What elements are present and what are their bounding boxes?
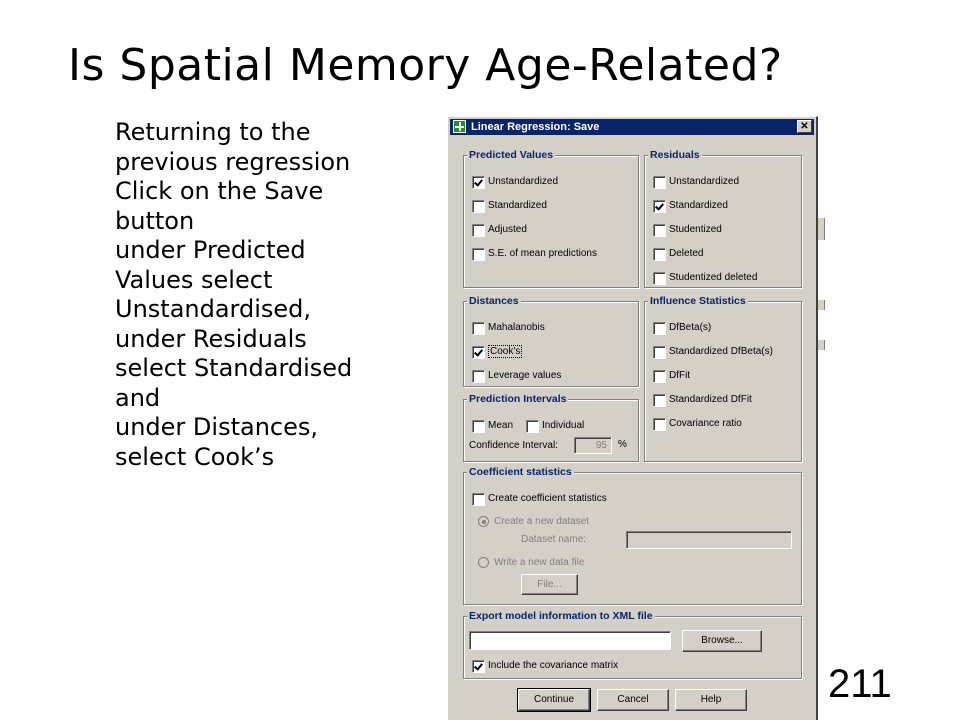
save-dialog: [447, 116, 818, 720]
instruction-line: Values select: [115, 265, 273, 294]
checkbox-label: Adjusted: [488, 224, 527, 235]
checkbox-label: Deleted: [669, 248, 704, 259]
checkbox-box: [472, 346, 485, 359]
checkbox-label: Cook's: [490, 346, 521, 357]
checkbox-box: [653, 224, 666, 237]
dialog-title: Linear Regression: Save: [471, 121, 600, 133]
radio-circle: [478, 516, 489, 527]
group-label: Coefficient statistics: [469, 466, 572, 478]
influence-statistics-group: [644, 295, 802, 462]
checkbox-box: [653, 394, 666, 407]
spss-app-icon: [453, 120, 466, 133]
button-label: File...: [537, 579, 562, 590]
checkbox-label: Unstandardized: [669, 176, 740, 187]
checkbox-box: [653, 370, 666, 383]
dialog-titlebar[interactable]: [450, 119, 814, 135]
checkbox-box: [653, 322, 666, 335]
radio-circle: [478, 557, 489, 568]
confidence-interval-value: 95: [595, 440, 607, 451]
checkbox-box: [472, 493, 485, 506]
slide-title: Is Spatial Memory Age-Related?: [68, 40, 783, 91]
checkbox-box: [472, 248, 485, 261]
checkbox-label: Leverage values: [488, 370, 562, 381]
checkbox-label: Create coefficient statistics: [488, 493, 607, 504]
instruction-line: Returning to the: [115, 118, 311, 146]
checkbox-label: Standardized DfBeta(s): [669, 346, 773, 357]
checkbox-label: DfBeta(s): [669, 322, 712, 333]
instruction-line: Unstandardised,: [115, 295, 312, 323]
confidence-interval-label: Confidence Interval:: [469, 440, 558, 451]
instruction-line: select Cook’s: [115, 442, 275, 471]
instruction-line: under Predicted: [115, 236, 306, 264]
checkbox-label: Studentized: [669, 224, 722, 235]
residuals-group: [644, 149, 802, 288]
file-button[interactable]: [521, 574, 578, 595]
help-button[interactable]: [675, 689, 747, 711]
group-label: Influence Statistics: [650, 295, 746, 307]
button-label: Help: [700, 694, 722, 705]
button-label: Continue: [533, 694, 575, 705]
radio-label: Write a new data file: [494, 557, 585, 568]
group-label: Predicted Values: [469, 149, 554, 161]
checkbox-box: [472, 224, 485, 237]
checkbox-label: Standardized DfFit: [669, 394, 752, 405]
instruction-line: under Distances,: [115, 413, 318, 441]
checkbox-box: [653, 346, 666, 359]
instruction-line: Click on the Save: [115, 177, 324, 205]
checkbox-label: Standardized: [669, 200, 728, 211]
checkbox-box: [653, 248, 666, 261]
group-label: Residuals: [650, 149, 700, 161]
instruction-line: under Residuals: [115, 324, 307, 353]
checkbox-label: S.E. of mean predictions: [488, 248, 597, 259]
checkbox-box: [472, 420, 485, 433]
continue-button[interactable]: [518, 689, 590, 711]
confidence-interval-input[interactable]: [574, 437, 612, 454]
instruction-line: and: [115, 383, 161, 412]
checkbox-box: [472, 370, 485, 383]
checkbox-label: Mahalanobis: [488, 322, 545, 333]
checkbox-box: [526, 420, 539, 433]
checkbox-box: [653, 176, 666, 189]
slide-instructions: [115, 118, 435, 472]
group-label: Export model information to XML file: [469, 610, 653, 622]
dataset-name-input[interactable]: [626, 531, 792, 549]
checkbox-label: Standardized: [488, 200, 547, 211]
prediction-intervals-group: [463, 393, 639, 462]
checkbox-label: DfFit: [669, 370, 691, 381]
instruction-line: previous regression: [115, 147, 351, 176]
checkbox-label: Include the covariance matrix: [488, 660, 619, 671]
percent-unit: %: [618, 439, 627, 450]
checkbox-label: Mean: [488, 420, 514, 431]
instruction-line: button: [115, 206, 195, 235]
checkbox-label: Unstandardized: [488, 176, 559, 187]
xml-file-path-input[interactable]: [469, 631, 671, 650]
checkbox-label: Covariance ratio: [669, 418, 742, 429]
checkbox-box: [472, 660, 485, 673]
radio-label: Create a new dataset: [494, 516, 590, 527]
checkbox-label: Studentized deleted: [669, 272, 758, 283]
checkbox-box: [472, 200, 485, 213]
checkbox-box: [653, 200, 666, 213]
dataset-name-label: Dataset name:: [521, 534, 587, 545]
background-window-edge: [818, 218, 825, 240]
button-label: Browse...: [701, 635, 743, 646]
background-window-edge: [818, 340, 825, 350]
instruction-line: select Standardised: [115, 354, 353, 382]
close-icon[interactable]: ✕: [797, 120, 812, 133]
export-xml-group: [463, 610, 802, 679]
coefficient-statistics-group: [463, 466, 802, 605]
background-window-edge: [818, 300, 825, 310]
cancel-button[interactable]: [597, 689, 669, 711]
checkbox-box: [472, 322, 485, 335]
checkbox-box: [472, 176, 485, 189]
checkbox-box: [653, 272, 666, 285]
predicted-values-group: [463, 149, 639, 288]
group-label: Prediction Intervals: [469, 393, 567, 405]
distances-group: [463, 295, 639, 387]
checkbox-box: [653, 418, 666, 431]
button-label: Cancel: [617, 694, 649, 705]
group-label: Distances: [469, 295, 519, 307]
browse-button[interactable]: [682, 630, 762, 652]
page-number: 211: [828, 662, 892, 706]
checkbox-label: Individual: [542, 420, 585, 431]
